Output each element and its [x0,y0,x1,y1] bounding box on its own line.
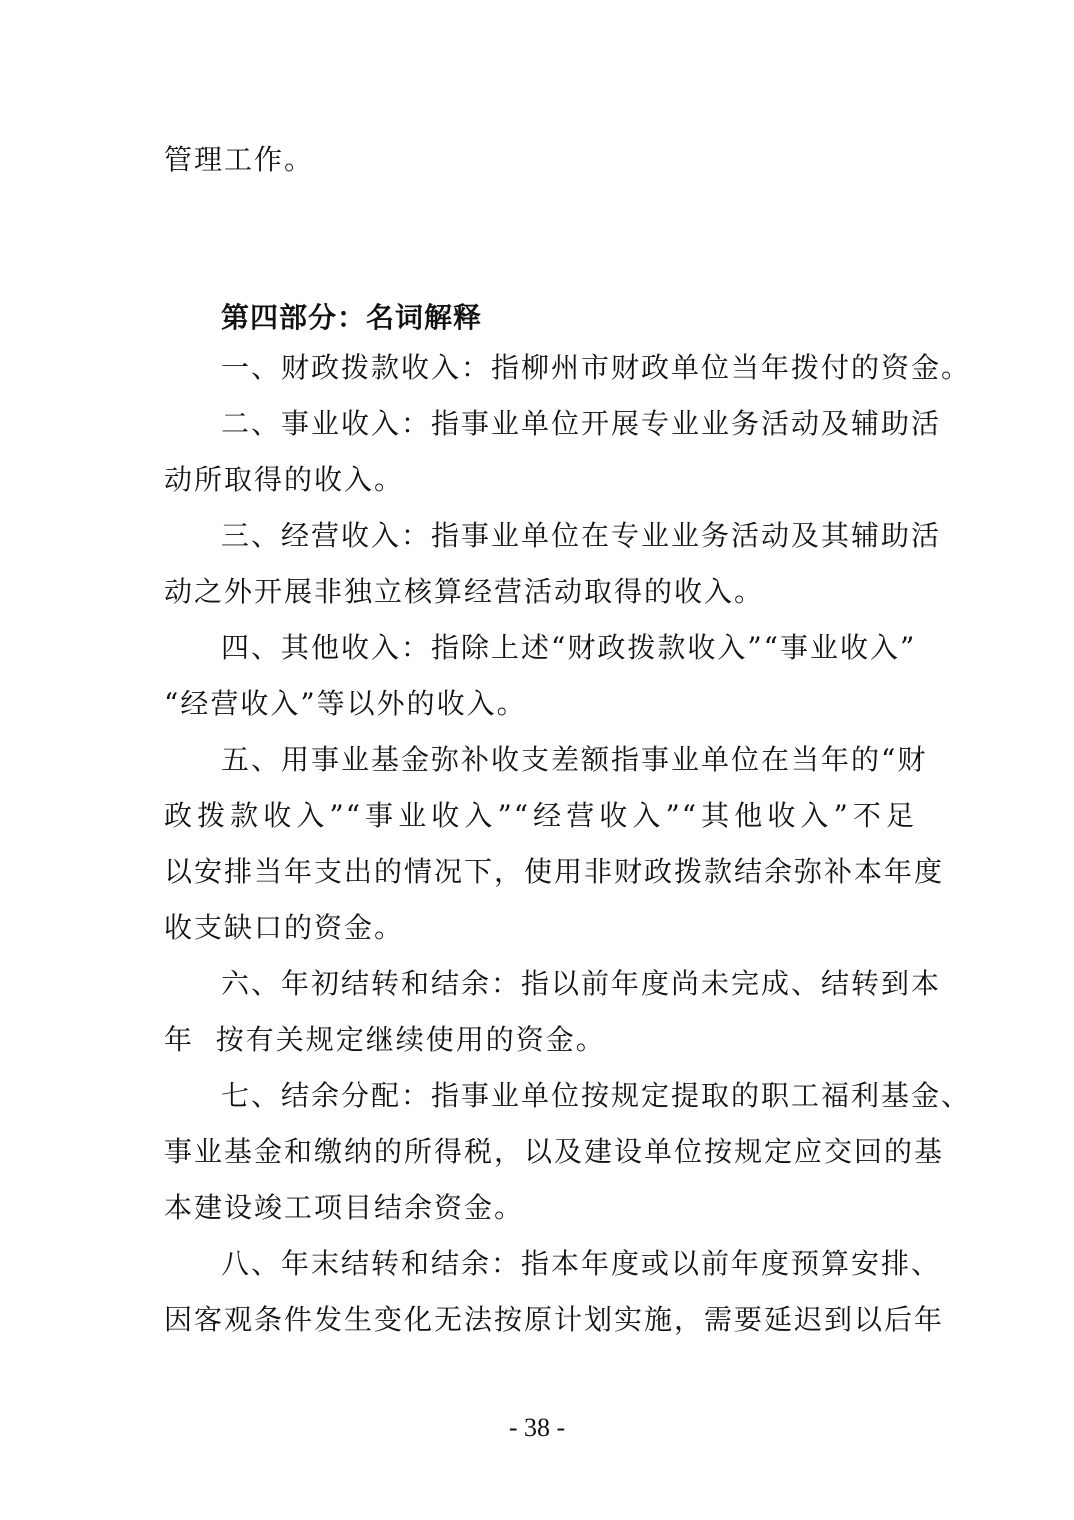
definition-line: 因客观条件发生变化无法按原计划实施，需要延迟到以后年 [164,1303,945,1336]
definition-line: 以安排当年支出的情况下，使用非财政拨款结余弥补本年度 [164,855,945,888]
section-heading: 第四部分：名词解释 [221,301,483,334]
definition-line: 二、事业收入：指事业单位开展专业业务活动及辅助活 [221,407,942,440]
definition-line: 七、结余分配：指事业单位按规定提取的职工福利基金、 [221,1079,972,1112]
definition-line: 一、财政拨款收入：指柳州市财政单位当年拨付的资金。 [221,351,972,384]
definition-line: 动之外开展非独立核算经营活动取得的收入。 [164,575,765,608]
definition-line: 六、年初结转和结余：指以前年度尚未完成、结转到本 [221,967,942,1000]
definition-line: 政拨款收入”“事业收入”“经营收入”“其他收入”不足 [164,799,916,832]
definition-line: 年 按有关规定继续使用的资金。 [164,1023,606,1056]
definition-line: 动所取得的收入。 [164,463,405,496]
definition-line: 事业基金和缴纳的所得税，以及建设单位按规定应交回的基 [164,1135,945,1168]
definition-line: 本建设竣工项目结余资金。 [164,1191,525,1224]
definition-line: 四、其他收入：指除上述“财政拨款收入”“事业收入” [221,631,917,664]
definition-line: 三、经营收入：指事业单位在专业业务活动及其辅助活 [221,519,942,552]
definition-line: 八、年末结转和结余：指本年度或以前年度预算安排、 [221,1247,942,1280]
definition-line: “经营收入”等以外的收入。 [164,687,527,720]
definition-line: 五、用事业基金弥补收支差额指事业单位在当年的“财 [221,743,928,776]
page-number: - 38 - [508,1413,566,1442]
definition-line: 收支缺口的资金。 [164,911,405,944]
text-line: 管理工作。 [164,143,315,176]
